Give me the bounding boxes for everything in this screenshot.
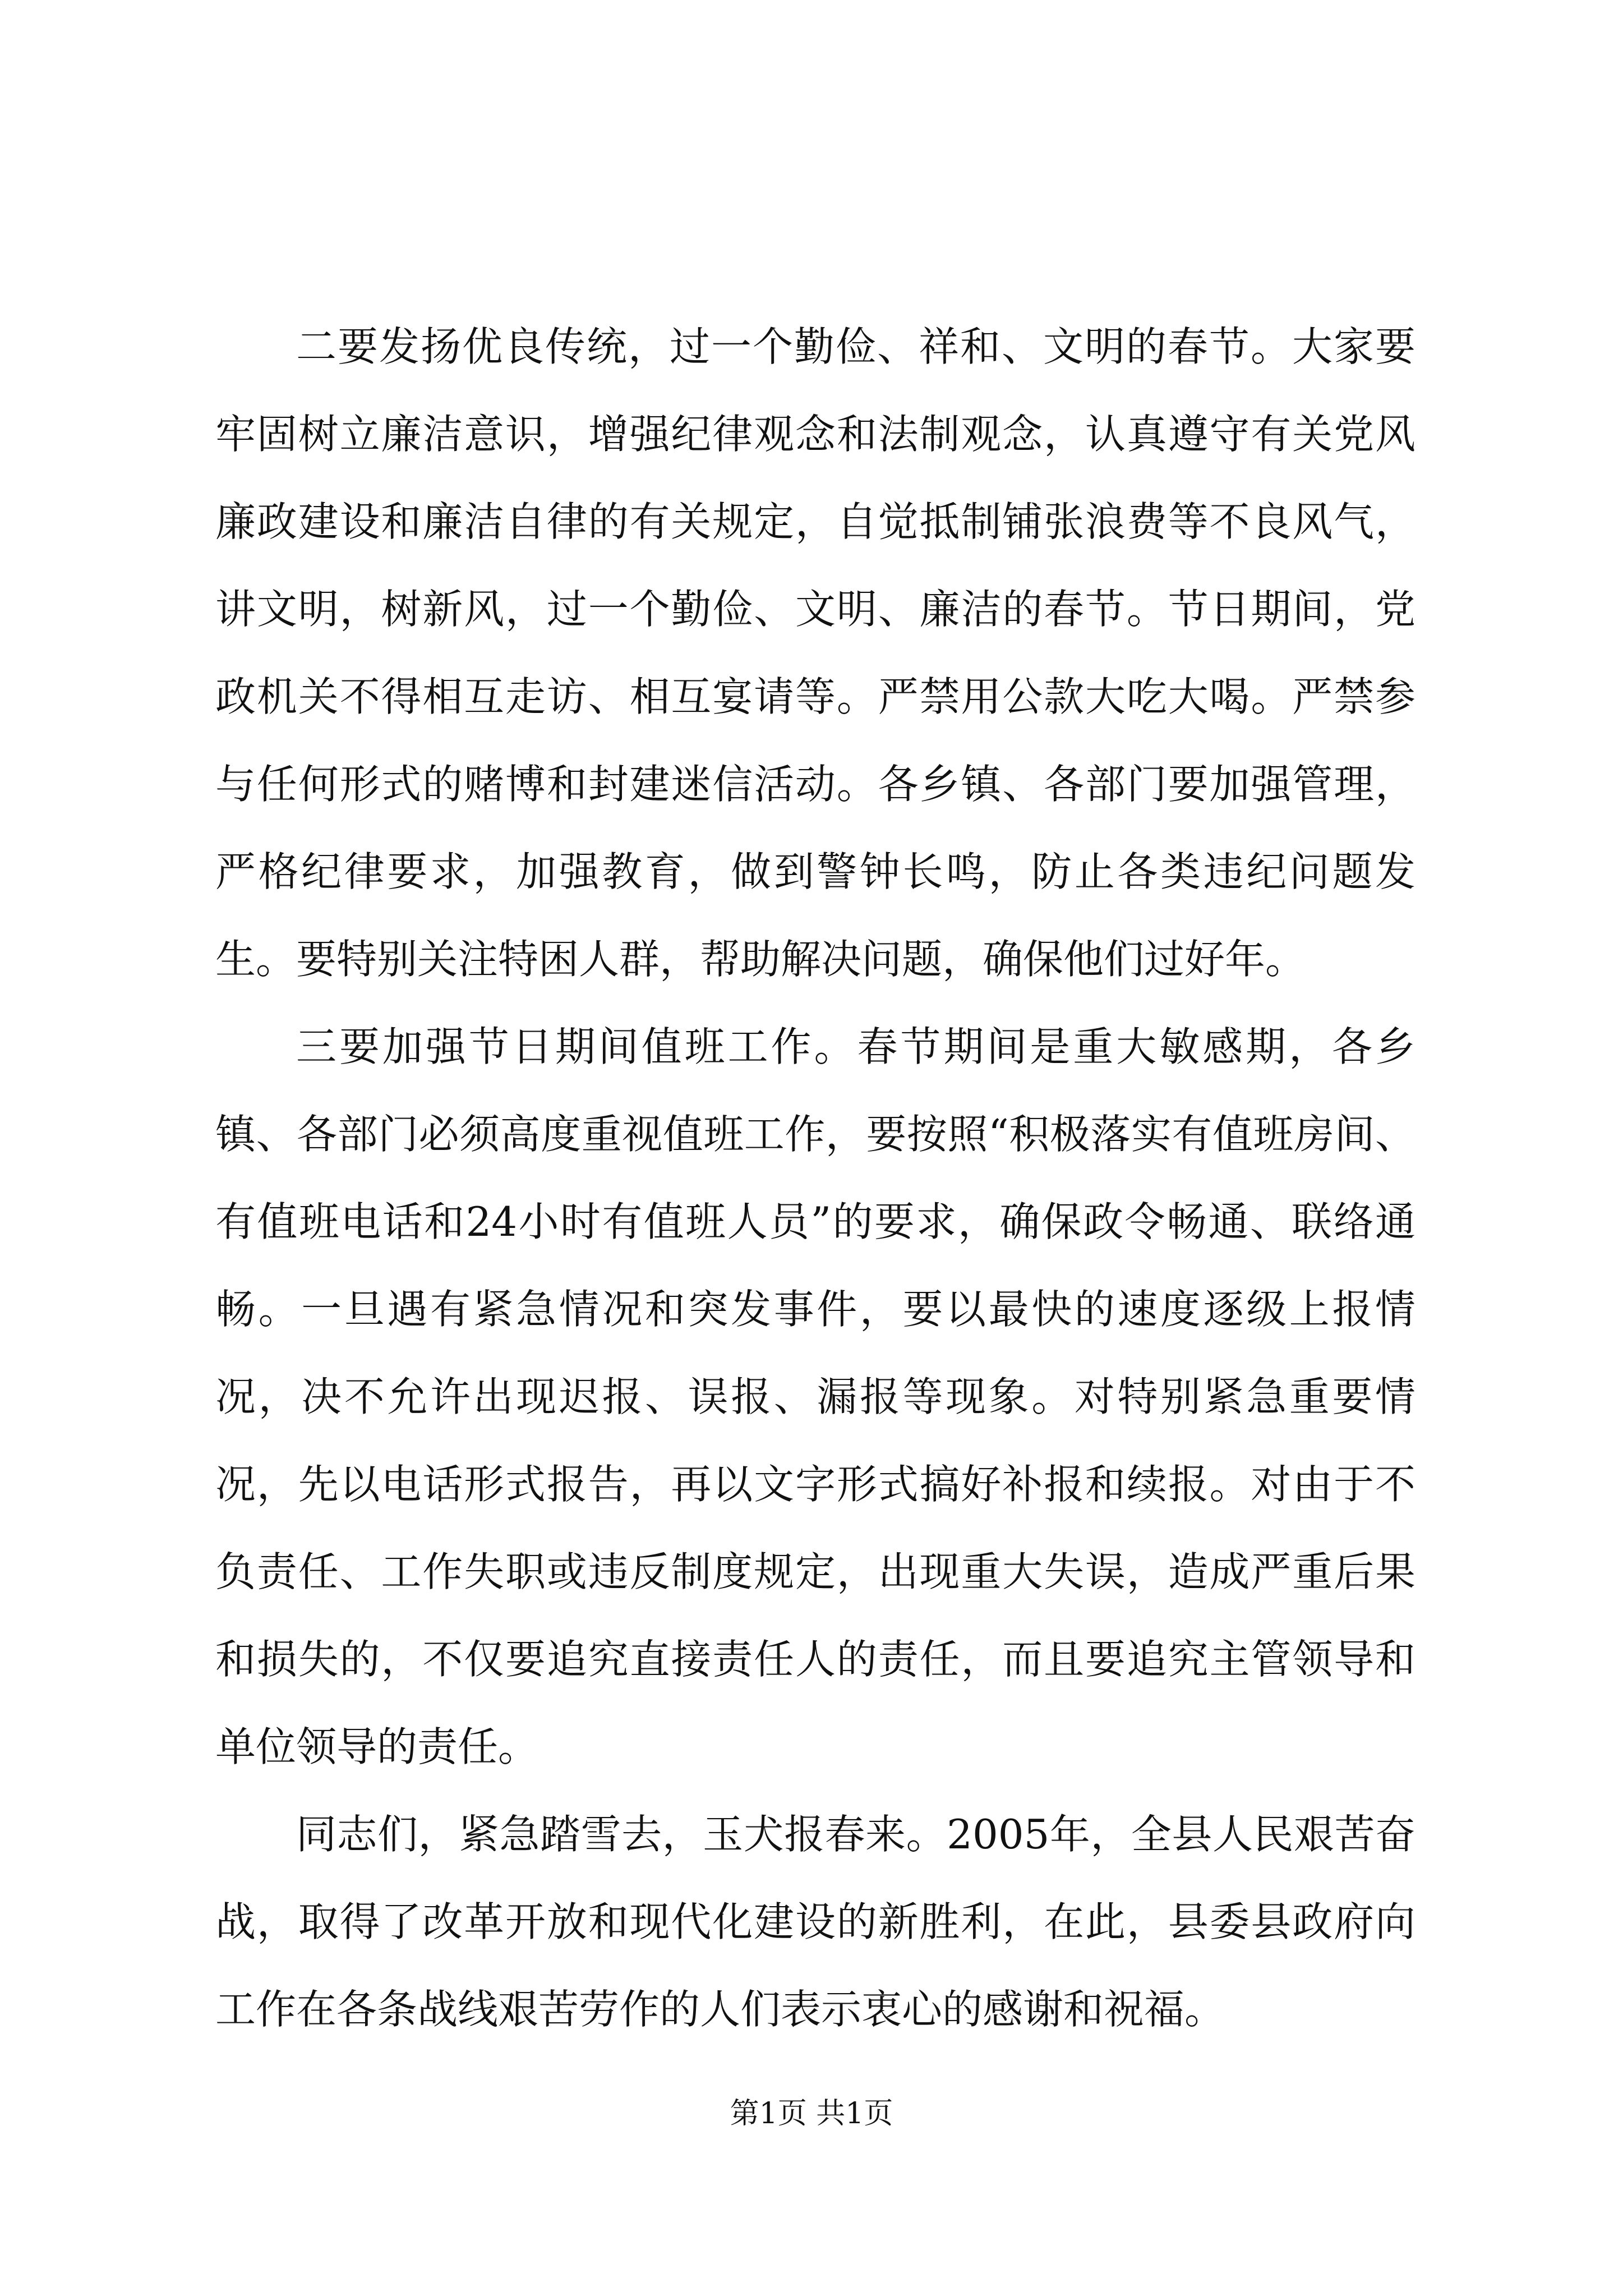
page-footer: 第1页 共1页: [730, 2097, 893, 2131]
paragraph-duty-work: 三要加强节日期间值班工作。春节期间是重大敏感期，各乡镇、各部门必须高度重视值班工作，要按照“积极落实有值班房间、有值班电话和24小时有值班人员”的要求，确保政令畅通、联络通畅。一旦遇有紧急情况和突发事件，要以最快的速度逐级上报情况，决不允许出现迟报、误报、漏报等现象。对特别紧急重要情况，先以电话形式报告，再以文字形式搞好补报和续报。对由于不负责任、工作失职或违反制度规定，出现重大失误，造成严重后果和损失的，不仅要追究直接责任人的责任，而且要追究主管领导和单位领导的责任。: [215, 1023, 1415, 1770]
paragraph-closing: 同志们，紧急踏雪去，玉犬报春来。2005年，全县人民艰苦奋战，取得了改革开放和现代化建设的新胜利，在此，县委县政府向工作在各条战线艰苦劳作的人们表示衷心的感谢和祝福。: [215, 1811, 1415, 2033]
paragraph-discipline: 二要发扬优良传统，过一个勤俭、祥和、文明的春节。大家要牢固树立廉洁意识，增强纪律观念和法制观念，认真遵守有关党风廉政建设和廉洁自律的有关规定，自觉抵制铺张浪费等不良风气，讲文明，树新风，过一个勤俭、文明、廉洁的春节。节日期间，党政机关不得相互走访、相互宴请等。严禁用公款大吃大喝。严禁参与任何形式的赌博和封建迷信活动。各乡镇、各部门要加强管理，严格纪律要求，加强教育，做到警钟长鸣，防止各类违纪问题发生。要特别关注特困人群，帮助解决问题，确保他们过好年。: [215, 323, 1415, 983]
document-body: [215, 303, 1415, 2053]
